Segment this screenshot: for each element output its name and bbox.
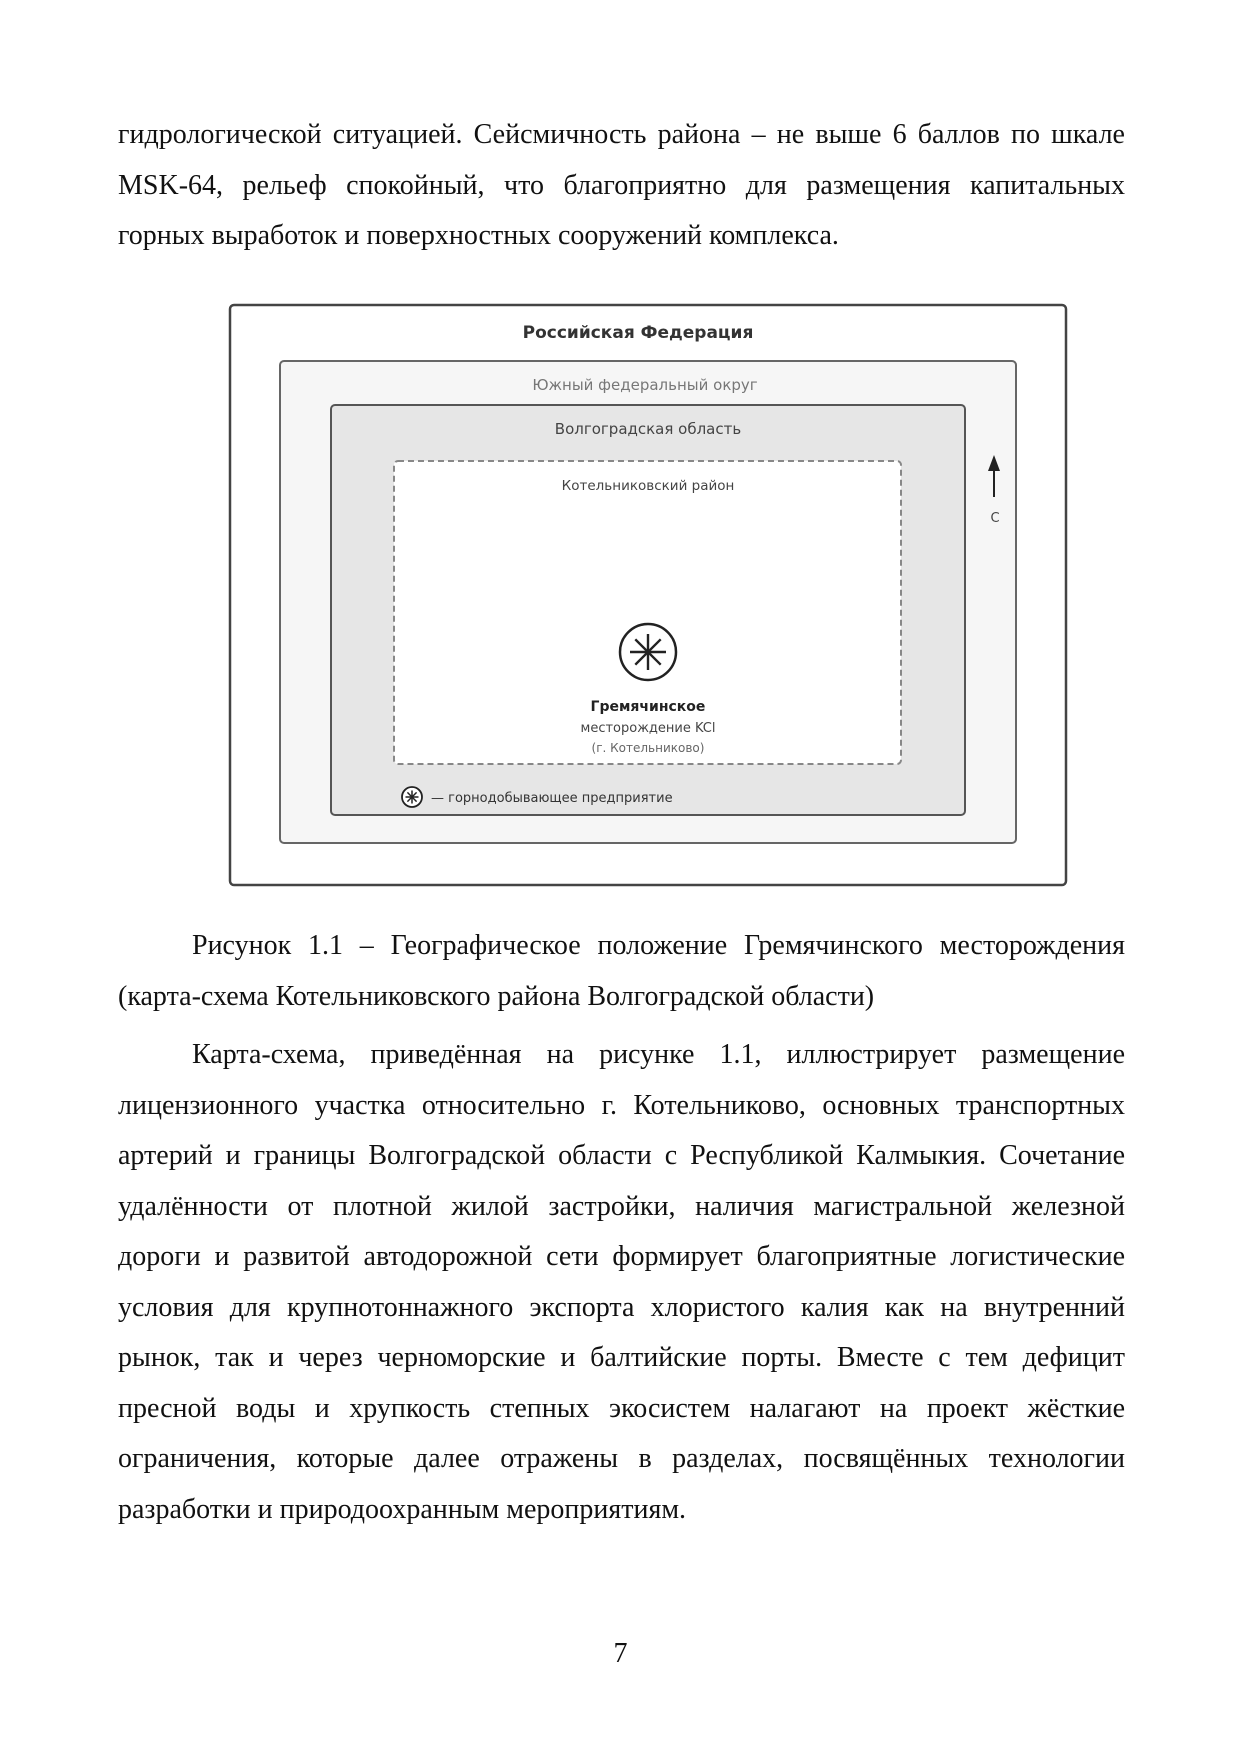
body-paragraph-top: гидрологической ситуацией. Сейсмичность района – не выше 6 баллов по шкале MSK-64, рельеф спокойный, что благоприятно для размещения капитальных горных выработок и поверхностных сооружений комплекса. [118,119,1125,251]
deposit-town: (г. Котельниково) [591,741,705,755]
deposit-type: месторождение KCl [580,721,716,736]
deposit-name: Гремячинское [590,699,706,715]
north-label: С [990,511,1000,526]
federal-district-label: Южный федеральный округ [532,376,758,394]
district-frame [394,461,901,764]
country-label: Российская Федерация [522,323,754,343]
page-number: 7 [613,1638,628,1669]
district-label: Котельниковский район [561,478,735,494]
legend-icon [402,787,422,807]
figure-caption: Рисунок 1.1 – Географическое положение Гремячинского месторождения (карта-схема Котельниковского района Волгоградской области) [118,930,1125,1012]
body-paragraph-bottom: Карта-схема, приведённая на рисунке 1.1, иллюстрирует размещение лицензионного участка относительно г. Котельниково, основных транспортных артерий и границы Волгоградской области с Республикой Калмыкия. Сочетание удалённости от плотной жилой застройки, наличия магистральной железной дороги и развитой автодорожной сети формирует благоприятные логистические условия для крупнотоннажного экспорта хлористого калия как на внутренний рынок, так и через черноморские и балтийские порты. Вместе с тем дефицит пресной воды и хрупкость степных экосистем налагают на проект жёсткие ограничения, которые далее отражены в разделах, посвящённых технологии разработки и природоохранным мероприятиям. [118,1039,1125,1525]
legend-label: — горнодобывающее предприятие [431,791,673,806]
mining-enterprise-icon [620,624,676,680]
region-label: Волгоградская область [554,420,742,438]
location-map-figure [228,303,1068,887]
